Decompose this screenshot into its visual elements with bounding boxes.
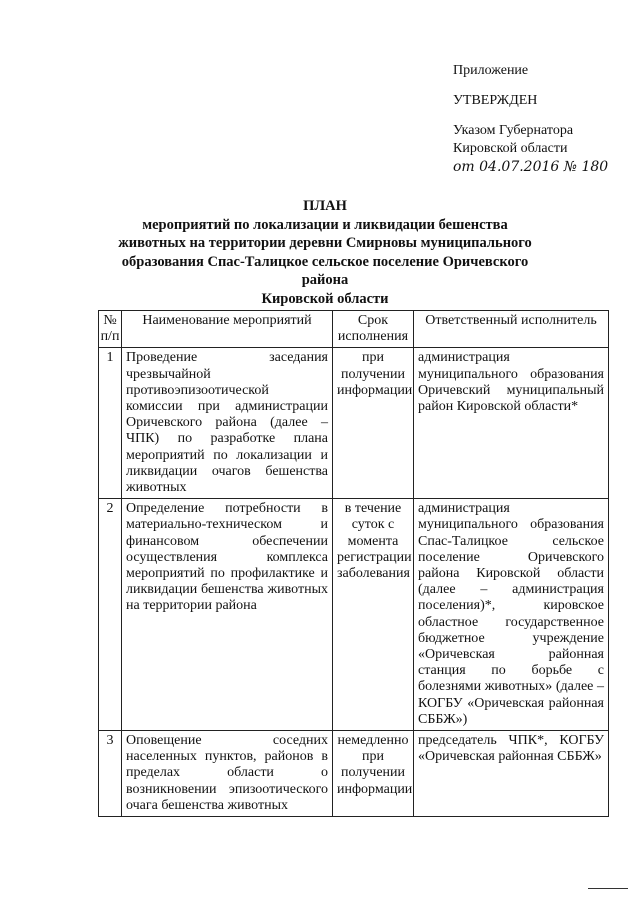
plan-subtitle-line-2: животных на территории деревни Смирновы муниципального [118, 235, 532, 251]
row-term: немедленно при получении информации [333, 731, 414, 817]
table-row [99, 499, 609, 731]
row-responsible: администрация муниципального образования Оричевский муниципальный район Кировской области* [414, 348, 609, 499]
measures-table [98, 310, 609, 817]
plan-subtitle-line-1: мероприятий по локализации и ликвидации бешенства [142, 216, 508, 233]
row-number: 3 [99, 731, 122, 817]
decree-date-number: от 04.07.2016 № 180 [453, 159, 609, 175]
header-responsible: Ответственный исполнитель [414, 311, 609, 348]
plan-subtitle-line-4: Кировской области [261, 290, 389, 307]
plan-heading: ПЛАН [303, 198, 347, 214]
row-measure-name: Определение потребности в материально-техническом и финансовом обеспечении осуществления комплекса мероприятий по профилактике и ликвидации бешенства животных на территории района [122, 499, 333, 731]
row-term: в течение суток с момента регистрации заболевания [333, 499, 414, 731]
row-number: 1 [99, 348, 122, 499]
approved-label: УТВЕРЖДЕН [453, 93, 538, 108]
decree-line-2: Кировской области [453, 141, 568, 156]
table-row [99, 348, 609, 499]
row-measure-name: Проведение заседания чрезвычайной противоэпизоотической комиссии при администрации Оричевского района (далее – ЧПК) по разработке плана мероприятий по локализации и ликвидации очагов бешенства животных [122, 348, 333, 499]
row-term: при получении информации [333, 348, 414, 499]
approval-block [453, 62, 608, 176]
row-number: 2 [99, 499, 122, 731]
header-measure-name: Наименование мероприятий [122, 311, 333, 348]
header-term: Срок исполнения [333, 311, 414, 348]
table-header-row [99, 311, 609, 348]
row-measure-name: Оповещение соседних населенных пунктов, районов в пределах области о возникновении эпизоотического очага бешенства животных [122, 731, 333, 817]
row-responsible: председатель ЧПК*, КОГБУ «Оричевская районная СББЖ» [414, 731, 609, 817]
table-row [99, 731, 609, 817]
plan-title-block [100, 197, 550, 308]
row-responsible: администрация муниципального образования Спас-Талицкое сельское поселение Оричевского района Кировской области (далее – администрация поселения)*, кировское областное государственное бюджетное учреждение «Оричевская районная станция по борьбе с болезнями животных» (далее – КОГБУ «Оричевская районная СББЖ») [414, 499, 609, 731]
page-corner-mark [588, 888, 628, 889]
header-number: № п/п [99, 311, 122, 348]
appendix-label: Приложение [453, 63, 529, 78]
decree-line-1: Указом Губернатора [453, 123, 574, 138]
plan-subtitle-line-3: образования Спас-Талицкое сельское поселение Оричевского района [121, 253, 529, 288]
